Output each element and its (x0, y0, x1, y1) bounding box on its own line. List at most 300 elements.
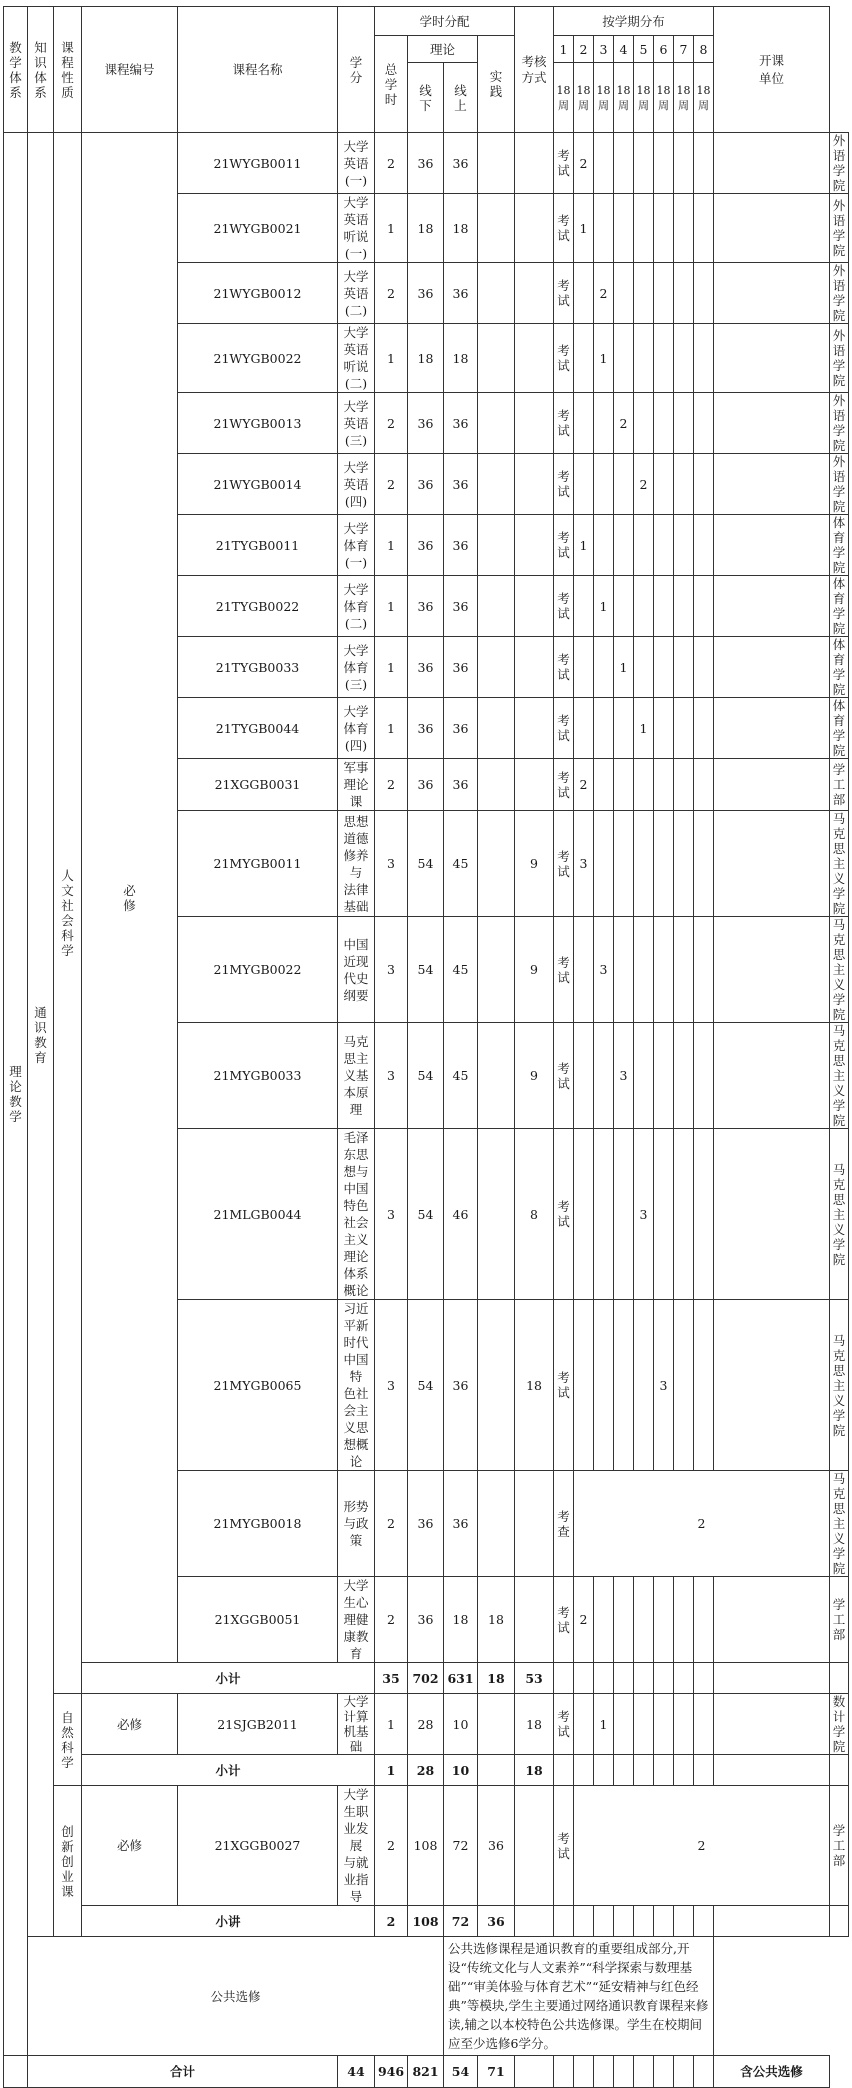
course-semester-3 (614, 1577, 634, 1663)
course-semester-4 (634, 393, 654, 454)
course-total-hours: 36 (408, 1577, 444, 1663)
course-semester-2 (594, 637, 614, 698)
course-department: 体育学院 (830, 637, 849, 698)
course-name: 大学英语听说(一) (338, 194, 375, 263)
header-online: 线上 (444, 63, 478, 133)
course-semester-2 (594, 1023, 614, 1129)
course-online-hours (478, 1129, 515, 1300)
course-total-hours: 54 (408, 1129, 444, 1300)
course-offline-hours: 18 (444, 324, 478, 393)
course-practice-hours: 18 (515, 1694, 554, 1755)
course-code: 21MYGB0011 (178, 811, 338, 917)
header-credits: 学分 (338, 7, 375, 133)
humanities-subtotal-semester-2 (594, 1663, 614, 1694)
header-weeks-1: 18周 (554, 63, 574, 133)
science-subtotal-total: 28 (408, 1755, 444, 1786)
course-semester-5 (654, 1577, 674, 1663)
header-hours-allocation: 学时分配 (375, 7, 515, 36)
course-name: 毛泽东思想与中国特色 社会主义理论体系概论 (338, 1129, 375, 1300)
course-code: 21MLGB0044 (178, 1129, 338, 1300)
course-total-hours: 28 (408, 1694, 444, 1755)
course-offline-hours: 36 (444, 133, 478, 194)
grand-total-blank (4, 2056, 28, 2088)
innovation-subtotal-semester-5 (654, 1906, 674, 1937)
course-semester-3: 2 (614, 393, 634, 454)
course-plan-table (3, 6, 849, 2088)
science-subtotal-credit: 1 (375, 1755, 408, 1786)
course-semester-4: 2 (634, 454, 654, 515)
course-semester-2 (594, 133, 614, 194)
humanities-subtotal-label: 小计 (82, 1663, 375, 1694)
course-department: 马克思主义学院 (830, 811, 849, 917)
course-offline-hours: 36 (444, 576, 478, 637)
course-semester-1: 2 (574, 133, 594, 194)
course-practice-hours: 9 (515, 1023, 554, 1129)
course-exam-method: 考试 (554, 698, 574, 759)
humanities-subtotal-semester-4 (634, 1663, 654, 1694)
course-total-hours: 36 (408, 759, 444, 811)
course-semester-8 (714, 698, 830, 759)
course-practice-hours: 8 (515, 1129, 554, 1300)
innovation-subtotal-label: 小讲 (82, 1906, 375, 1937)
course-department: 马克思主义学院 (830, 1023, 849, 1129)
course-exam-method: 考试 (554, 917, 574, 1023)
course-credit: 2 (375, 263, 408, 324)
course-department: 学工部 (830, 1577, 849, 1663)
course-code: 21WYGB0022 (178, 324, 338, 393)
course-semester-3 (614, 133, 634, 194)
course-online-hours: 18 (478, 1577, 515, 1663)
course-semester-3 (614, 1300, 634, 1471)
course-semester-1: 1 (574, 194, 594, 263)
science-subtotal-semester-5 (654, 1755, 674, 1786)
course-semester-7 (694, 811, 714, 917)
header-semester-5: 5 (634, 36, 654, 63)
course-credit: 2 (375, 393, 408, 454)
course-semester-3 (614, 759, 634, 811)
course-online-hours (478, 917, 515, 1023)
science-subtotal-practice: 18 (515, 1755, 554, 1786)
course-semester-7 (694, 515, 714, 576)
course-semester-4 (634, 576, 654, 637)
course-credit: 2 (375, 454, 408, 515)
course-practice-hours (515, 1786, 554, 1906)
course-online-hours (478, 811, 515, 917)
course-credit: 1 (375, 698, 408, 759)
course-semester-4 (634, 1577, 654, 1663)
course-semester-6 (674, 515, 694, 576)
course-semester-4 (634, 1694, 654, 1755)
course-exam-method: 考试 (554, 1694, 574, 1755)
course-exam-method: 考试 (554, 324, 574, 393)
course-total-hours: 36 (408, 1471, 444, 1577)
course-practice-hours (515, 637, 554, 698)
course-nature: 必修 (82, 1786, 178, 1906)
course-department: 数计学院 (830, 1694, 849, 1755)
humanities-subtotal (4, 1663, 849, 1694)
course-offline-hours: 36 (444, 515, 478, 576)
course-practice-hours (515, 576, 554, 637)
grand-total-practice: 71 (478, 2056, 515, 2088)
course-total-hours: 54 (408, 917, 444, 1023)
course-department: 学工部 (830, 759, 849, 811)
course-semester-6 (674, 1023, 694, 1129)
header-semester-4: 4 (614, 36, 634, 63)
course-semester-4 (634, 917, 654, 1023)
course-online-hours (478, 454, 515, 515)
public-elective-label: 公共选修 (28, 1937, 444, 2056)
course-code: 21WYGB0013 (178, 393, 338, 454)
course-code: 21WYGB0011 (178, 133, 338, 194)
course-department: 体育学院 (830, 576, 849, 637)
course-semester-5 (654, 1694, 674, 1755)
course-semester-5 (654, 811, 674, 917)
course-offline-hours: 36 (444, 1471, 478, 1577)
science-subtotal-semester-4 (634, 1755, 654, 1786)
header-semester-distribution: 按学期分布 (554, 7, 714, 36)
course-department: 外语学院 (830, 393, 849, 454)
course-credit: 1 (375, 576, 408, 637)
course-semester-5 (654, 637, 674, 698)
course-semester-7 (694, 759, 714, 811)
course-name: 大学英语(四) (338, 454, 375, 515)
course-offline-hours: 36 (444, 698, 478, 759)
course-department: 马克思主义学院 (830, 1300, 849, 1471)
course-semester-5 (654, 698, 674, 759)
course-online-hours (478, 393, 515, 454)
course-semester-7 (694, 133, 714, 194)
course-semester-3 (614, 263, 634, 324)
course-semester-1: 1 (574, 515, 594, 576)
course-name: 大学英语(二) (338, 263, 375, 324)
course-semester-4 (634, 133, 654, 194)
header-weeks-6: 18周 (654, 63, 674, 133)
innovation-subtotal-practice (515, 1906, 554, 1937)
course-semester-8 (714, 133, 830, 194)
course-name: 马克思主义基本原理 (338, 1023, 375, 1129)
course-semester-all: 2 (574, 1471, 830, 1577)
course-code: 21SJGB2011 (178, 1694, 338, 1755)
course-credit: 3 (375, 1129, 408, 1300)
course-semester-8 (714, 917, 830, 1023)
grand-total-label: 合计 (28, 2056, 338, 2088)
course-semester-6 (674, 393, 694, 454)
course-semester-2 (594, 811, 614, 917)
course-department: 外语学院 (830, 454, 849, 515)
course-exam-method: 考试 (554, 1023, 574, 1129)
course-semester-7 (694, 1694, 714, 1755)
grand-total-semester-3 (594, 2056, 614, 2088)
grand-total-credit: 44 (338, 2056, 375, 2088)
course-semester-3 (614, 454, 634, 515)
course-semester-2 (594, 1129, 614, 1300)
course-online-hours (478, 263, 515, 324)
course-semester-8 (714, 324, 830, 393)
course-offline-hours: 10 (444, 1694, 478, 1755)
course-code: 21XGGB0031 (178, 759, 338, 811)
course-practice-hours: 9 (515, 811, 554, 917)
course-semester-7 (694, 1129, 714, 1300)
header-course-nature: 课程性质 (54, 7, 82, 133)
course-semester-5 (654, 454, 674, 515)
humanities-subtotal-credit: 35 (375, 1663, 408, 1694)
grand-total-hours: 946 (375, 2056, 408, 2088)
innovation-subtotal-department (830, 1906, 849, 1937)
course-semester-4 (634, 1300, 654, 1471)
header-semester-8: 8 (694, 36, 714, 63)
course-department: 外语学院 (830, 263, 849, 324)
innovation-subtotal-semester-1 (574, 1906, 594, 1937)
course-exam-method: 考试 (554, 194, 574, 263)
course-total-hours: 36 (408, 637, 444, 698)
course-semester-4 (634, 263, 654, 324)
course-semester-3: 1 (614, 637, 634, 698)
course-semester-1 (574, 454, 594, 515)
course-online-hours (478, 1300, 515, 1471)
grand-total-exam (515, 2056, 554, 2088)
course-semester-6 (674, 1577, 694, 1663)
group-humanities: 人文社会科学 (54, 133, 82, 1694)
course-online-hours (478, 576, 515, 637)
header-semester-1: 1 (554, 36, 574, 63)
course-semester-2: 3 (594, 917, 614, 1023)
course-semester-2: 1 (594, 576, 614, 637)
course-semester-7 (694, 393, 714, 454)
course-online-hours: 36 (478, 1786, 515, 1906)
course-total-hours: 36 (408, 133, 444, 194)
course-exam-method: 考试 (554, 637, 574, 698)
innovation-subtotal-semester-3 (614, 1906, 634, 1937)
innovation-subtotal-exam (554, 1906, 574, 1937)
course-name: 大学体育(四) (338, 698, 375, 759)
humanities-subtotal-department (830, 1663, 849, 1694)
course-semester-8 (714, 1300, 830, 1471)
header-semester-3: 3 (594, 36, 614, 63)
course-online-hours (478, 1471, 515, 1577)
course-department: 外语学院 (830, 194, 849, 263)
table-row (4, 133, 849, 194)
course-semester-1 (574, 1023, 594, 1129)
course-semester-3 (614, 515, 634, 576)
course-semester-5 (654, 393, 674, 454)
course-department: 外语学院 (830, 324, 849, 393)
grand-total-semester-5 (634, 2056, 654, 2088)
course-credit: 2 (375, 1471, 408, 1577)
science-subtotal-offline: 10 (444, 1755, 478, 1786)
course-credit: 3 (375, 1023, 408, 1129)
course-semester-7 (694, 917, 714, 1023)
course-semester-6 (674, 759, 694, 811)
header-course-name: 课程名称 (178, 7, 338, 133)
course-practice-hours: 9 (515, 917, 554, 1023)
course-semester-3 (614, 698, 634, 759)
course-code: 21TYGB0044 (178, 698, 338, 759)
course-exam-method: 考试 (554, 1129, 574, 1300)
table-row (4, 1786, 849, 1906)
course-semester-6 (674, 324, 694, 393)
science-subtotal-semester-6 (674, 1755, 694, 1786)
course-online-hours (478, 759, 515, 811)
course-semester-5 (654, 759, 674, 811)
course-name: 大学计算机基础 (338, 1694, 375, 1755)
header-course-code: 课程编号 (82, 7, 178, 133)
grand-total-semester-1 (554, 2056, 574, 2088)
course-department: 马克思主义学院 (830, 1129, 849, 1300)
course-semester-5: 3 (654, 1300, 674, 1471)
grand-total-online: 54 (444, 2056, 478, 2088)
course-semester-2 (594, 454, 614, 515)
course-semester-3 (614, 917, 634, 1023)
course-semester-2 (594, 393, 614, 454)
course-semester-8 (714, 576, 830, 637)
course-exam-method: 考试 (554, 515, 574, 576)
course-semester-2: 2 (594, 263, 614, 324)
header-semester-7: 7 (674, 36, 694, 63)
course-semester-1: 2 (574, 759, 594, 811)
course-code: 21WYGB0012 (178, 263, 338, 324)
course-practice-hours (515, 698, 554, 759)
humanities-subtotal-offline: 631 (444, 1663, 478, 1694)
science-subtotal-exam (554, 1755, 574, 1786)
course-code: 21MYGB0018 (178, 1471, 338, 1577)
course-department: 学工部 (830, 1786, 849, 1906)
course-department: 外语学院 (830, 133, 849, 194)
course-credit: 2 (375, 1577, 408, 1663)
header-theory: 理论 (408, 36, 478, 63)
grand-total-row (4, 2056, 849, 2088)
course-semester-5 (654, 576, 674, 637)
course-exam-method: 考试 (554, 1786, 574, 1906)
course-online-hours (478, 1023, 515, 1129)
header-weeks-5: 18周 (634, 63, 654, 133)
course-code: 21TYGB0033 (178, 637, 338, 698)
course-credit: 1 (375, 637, 408, 698)
course-exam-method: 考试 (554, 811, 574, 917)
course-semester-1 (574, 1300, 594, 1471)
grand-total-semester-6 (654, 2056, 674, 2088)
course-semester-4 (634, 811, 654, 917)
course-semester-7 (694, 324, 714, 393)
course-semester-all: 2 (574, 1786, 830, 1906)
course-total-hours: 36 (408, 698, 444, 759)
course-semester-6 (674, 194, 694, 263)
course-name: 大学生心理健康教育 (338, 1577, 375, 1663)
course-semester-7 (694, 1023, 714, 1129)
course-total-hours: 54 (408, 1023, 444, 1129)
course-offline-hours: 36 (444, 637, 478, 698)
course-semester-3 (614, 194, 634, 263)
course-semester-7 (694, 637, 714, 698)
course-name: 大学英语(一) (338, 133, 375, 194)
course-code: 21MYGB0022 (178, 917, 338, 1023)
course-offline-hours: 36 (444, 759, 478, 811)
course-semester-5 (654, 263, 674, 324)
humanities-subtotal-online: 18 (478, 1663, 515, 1694)
course-total-hours: 36 (408, 515, 444, 576)
course-offline-hours: 36 (444, 263, 478, 324)
innovation-subtotal-semester-4 (634, 1906, 654, 1937)
header-total-hours: 总学时 (375, 36, 408, 133)
course-code: 21MYGB0065 (178, 1300, 338, 1471)
course-name: 习近平新时代中国特 色社会主义思想概论 (338, 1300, 375, 1471)
course-semester-8 (714, 811, 830, 917)
course-semester-3 (614, 576, 634, 637)
course-total-hours: 36 (408, 454, 444, 515)
course-semester-1 (574, 917, 594, 1023)
course-online-hours (478, 637, 515, 698)
course-online-hours (478, 324, 515, 393)
science-subtotal-label: 小计 (82, 1755, 375, 1786)
innovation-subtotal-semester-6 (674, 1906, 694, 1937)
science-subtotal-semester-3 (614, 1755, 634, 1786)
course-department: 马克思主义学院 (830, 1471, 849, 1577)
course-offline-hours: 45 (444, 917, 478, 1023)
course-offline-hours: 36 (444, 454, 478, 515)
course-credit: 3 (375, 1300, 408, 1471)
course-credit: 2 (375, 1786, 408, 1906)
course-semester-4 (634, 637, 654, 698)
course-department: 体育学院 (830, 698, 849, 759)
course-code: 21TYGB0022 (178, 576, 338, 637)
course-semester-8 (714, 454, 830, 515)
course-practice-hours (515, 515, 554, 576)
course-online-hours (478, 698, 515, 759)
header-department: 开课单位 (714, 7, 830, 133)
course-exam-method: 考试 (554, 1577, 574, 1663)
course-exam-method: 考查 (554, 1471, 574, 1577)
course-total-hours: 18 (408, 194, 444, 263)
innovation-subtotal-semester-2 (594, 1906, 614, 1937)
course-online-hours (478, 194, 515, 263)
course-exam-method: 考试 (554, 576, 574, 637)
course-semester-1 (574, 393, 594, 454)
humanities-subtotal-semester-6 (674, 1663, 694, 1694)
course-name: 大学体育(二) (338, 576, 375, 637)
course-offline-hours: 36 (444, 393, 478, 454)
innovation-subtotal-total: 108 (408, 1906, 444, 1937)
course-credit: 1 (375, 1694, 408, 1755)
group-general-education: 通识教育 (28, 133, 54, 1937)
grand-total-department: 含公共选修 (714, 2056, 830, 2088)
grand-total-semester-2 (574, 2056, 594, 2088)
course-semester-8 (714, 1577, 830, 1663)
humanities-subtotal-semester-5 (654, 1663, 674, 1694)
course-credit: 1 (375, 515, 408, 576)
course-offline-hours: 36 (444, 1300, 478, 1471)
humanities-subtotal-exam (554, 1663, 574, 1694)
course-semester-5 (654, 515, 674, 576)
course-name: 思想道德修养与 法律基础 (338, 811, 375, 917)
course-semester-6 (674, 917, 694, 1023)
grand-total-semester-7 (674, 2056, 694, 2088)
course-semester-3: 3 (614, 1023, 634, 1129)
course-name: 形势与政策 (338, 1471, 375, 1577)
course-exam-method: 考试 (554, 454, 574, 515)
course-offline-hours: 46 (444, 1129, 478, 1300)
humanities-subtotal-semester-1 (574, 1663, 594, 1694)
header-teaching-system: 教学体系 (4, 7, 28, 133)
science-subtotal-online (478, 1755, 515, 1786)
group-innovation: 创新创业课 (54, 1786, 82, 1937)
course-exam-method: 考试 (554, 1300, 574, 1471)
innovation-subtotal-semester-8 (714, 1906, 830, 1937)
course-code: 21MYGB0033 (178, 1023, 338, 1129)
course-semester-2 (594, 759, 614, 811)
course-semester-1 (574, 263, 594, 324)
course-department: 体育学院 (830, 515, 849, 576)
course-semester-3 (614, 324, 634, 393)
course-credit: 2 (375, 133, 408, 194)
